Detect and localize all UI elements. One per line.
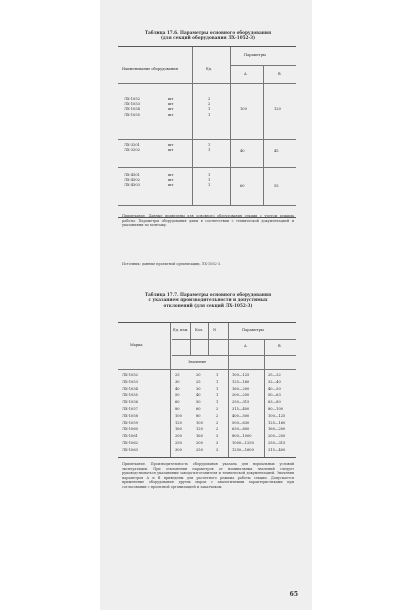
table2-header-qty: Кол. — [195, 328, 204, 332]
table1-source-note: Источник: данные проектной организации, ЛХ-1052-3. — [122, 262, 222, 266]
page-number: 65 — [289, 591, 298, 598]
table2-unit-column: 25 30 40 50 60 80 100 120 160 200 250 300 — [175, 373, 182, 452]
table1-col-divider-3 — [263, 65, 264, 205]
document-page — [100, 0, 312, 610]
table2-col-divider-5 — [264, 339, 265, 457]
table2-header-params: Параметры — [242, 328, 264, 332]
table1 — [118, 46, 296, 218]
table2-header-rule — [118, 369, 296, 370]
table1-group2-units: шт шт — [168, 143, 174, 153]
table2 — [118, 322, 296, 458]
table1-group3-a: 60 — [240, 184, 245, 188]
table2-col-divider-4 — [228, 323, 229, 457]
table1-header-name: Наименование оборудования — [122, 67, 178, 71]
table1-caption-line2: (для секций оборудования ЛХ-1052-3) — [160, 35, 256, 41]
table2-header-param-a: А — [244, 344, 247, 348]
scan-backdrop-right — [312, 0, 413, 610]
table1-group-rule-1 — [118, 139, 296, 140]
table1-group2-codes: ЛХ-3201 ЛХ-3202 — [124, 143, 140, 153]
table1-group2-b: 45 — [274, 149, 279, 153]
table2-header-n: N — [213, 328, 217, 332]
table2-header-subrule-2 — [172, 355, 296, 356]
table1-group3-units: шт шт шт — [168, 173, 174, 188]
table2-caption-line2: с указанием производительности и допустимых — [148, 297, 268, 303]
table1-col-divider-1 — [192, 47, 193, 205]
table2-caption-line3: отклонений (для секций ЛХ-1052-3) — [163, 302, 253, 308]
table1-group-rule-3 — [118, 205, 296, 206]
table1-col-divider-2 — [230, 47, 231, 205]
table2-header-unit: Ед. изм. — [173, 328, 189, 332]
table1-caption — [128, 30, 288, 41]
table2-codes-column: ЛХ-1052 ЛХ-1053 ЛХ-1054 ЛХ-1055 ЛХ-1056 ЛХ-1057 ЛХ-1058 ЛХ-1059 ЛХ-1060 ЛХ-1061 ЛХ-1062 ЛХ-1063 — [122, 373, 138, 452]
table1-group1-b: 120 — [274, 107, 281, 111]
table1-group-rule-2 — [118, 167, 296, 168]
table2-col-divider-2 — [190, 323, 191, 355]
table1-header-param-a: А — [244, 72, 247, 76]
table2-footnote: Примечание. Производительность оборудования указана для нормальных условий эксплуатации. При отклонении параметров от номинальных значений следует руководствоваться указаниями завода-изготовителя и технической документацией. Значения параметров А и В приведены для расчетного режима работы секции. Допускается применение оборудования других марок с аналогичными характеристиками при согласовании с проектной организацией и заказчиком. — [122, 462, 294, 489]
table2-n-column: 1 1 1 1 1 2 2 2 2 3 3 3 — [216, 373, 219, 452]
table1-header-rule — [118, 83, 296, 84]
table2-param-b-column: 25—32 32—40 40—50 50—63 63—80 80—100 100—125 125—160 160—200 200—250 250—315 315—400 — [268, 373, 286, 452]
table1-group2-a: 40 — [240, 149, 245, 153]
table1-group1-qty: 2 2 1 1 — [208, 97, 211, 117]
table1-header-params: Параметры — [244, 53, 266, 57]
table1-group1-units: шт шт шт шт — [168, 97, 174, 117]
table2-header-value-label: Значение — [188, 360, 207, 364]
table1-group2-qty: 1 1 — [208, 143, 211, 153]
table1-group1-a: 100 — [240, 107, 247, 111]
table1-header-unit: Ед. — [206, 67, 212, 71]
table1-footnote: Примечание. Данные приведены для основного оборудования секции с учетом режима работы. Параметры оборудования даны в соответствии с технической документацией и указаниями по монтажу. — [122, 214, 294, 228]
table1-group1-codes: ЛХ-1052 ЛХ-1053 ЛХ-1054 ЛХ-1055 — [124, 97, 140, 117]
scan-backdrop-left — [0, 0, 100, 610]
table1-header-param-b: В — [278, 72, 281, 76]
table1-group3-qty: 1 1 1 — [208, 173, 211, 188]
table2-caption — [128, 292, 288, 308]
table2-qty-column: 20 25 30 40 50 60 80 100 120 160 200 250 — [196, 373, 203, 452]
table1-caption-line1: Таблица 17.6. Параметры основного оборудования — [144, 30, 272, 35]
table2-param-a-column: 100—125 125—160 160—200 200—250 250—315 315—400 400—500 500—630 630—800 800—1000 1000—1250 1250—1600 — [232, 373, 254, 452]
table2-header-param-b: В — [278, 344, 281, 348]
table1-group3-codes: ЛХ-4501 ЛХ-4502 ЛХ-4503 — [124, 173, 140, 188]
table1-group3-b: 55 — [274, 184, 279, 188]
table2-col-divider-1 — [170, 323, 171, 457]
table2-caption-line1: Таблица 17.7. Параметры основного оборудования — [144, 292, 272, 297]
table2-header-mark: Марка — [130, 343, 143, 347]
table2-col-divider-3 — [208, 323, 209, 355]
